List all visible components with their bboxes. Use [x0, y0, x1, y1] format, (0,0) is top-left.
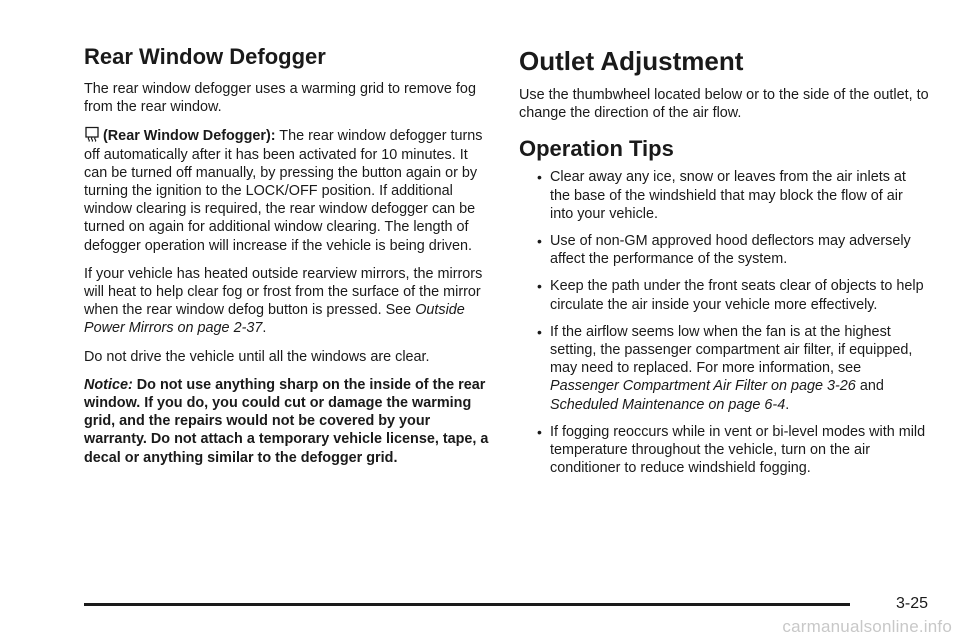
operation-tips-list: [519, 168, 929, 477]
left-column: [84, 44, 494, 477]
outlet-text: Use the thumbwheel located below or to the side of the outlet, to change the direction of the air flow.: [519, 87, 929, 122]
air-filter-reference: Passenger Compartment Air Filter on page 3-26: [550, 378, 856, 395]
tip-text: If fogging reoccurs while in vent or bi-level modes with mild temperature throughout the vehicle, turn on the air conditioner to reduce windshield fogging.: [550, 423, 926, 477]
defogger-label: (Rear Window Defogger):: [103, 128, 276, 145]
list-item: [519, 323, 929, 414]
defogger-description: [84, 126, 494, 254]
watermark: carmanualsonline.info: [782, 617, 952, 636]
notice-label: Notice:: [84, 376, 133, 393]
tip-end: .: [785, 396, 790, 413]
tip-text: Use of non-GM approved hood deflectors may adversely affect the performance of the system.: [550, 233, 911, 268]
list-item: [519, 277, 929, 313]
mirrors-reference: Outside Power Mirrors on page 2-37: [84, 302, 465, 337]
mirrors-end: .: [262, 320, 267, 337]
bullet: •: [537, 323, 542, 340]
right-column: [519, 44, 929, 486]
page-number: 3-25: [895, 595, 928, 612]
notice-text: Do not use anything sharp on the inside of the rear window. If you do, you could cut or damage the warming grid, and the repairs would not be covered by your warranty. Do not attach a temporary vehicle license, tape, a decal or anything similar to the defogger grid.: [84, 376, 489, 466]
maintenance-reference: Scheduled Maintenance on page 6-4: [550, 396, 786, 413]
heading-operation-tips: Operation Tips: [519, 136, 674, 162]
mirrors-paragraph: [84, 265, 494, 338]
list-item: [519, 232, 929, 268]
tip-text: Keep the path under the front seats clear of objects to help circulate the air inside your vehicle more effectively.: [550, 278, 924, 313]
tip-text: If the airflow seems low when the fan is at the highest setting, the passenger compartment air filter, if equipped, may need to replaced. For more information, see: [550, 323, 913, 377]
list-item: [519, 168, 929, 223]
bullet: •: [537, 169, 542, 186]
rear-defogger-icon: [84, 126, 100, 142]
defogger-intro: The rear window defogger uses a warming grid to remove fog from the rear window.: [84, 81, 476, 116]
heading-outlet-adjustment: Outlet Adjustment: [519, 46, 744, 76]
bullet: •: [537, 423, 542, 440]
tip-text: Clear away any ice, snow or leaves from the air inlets at the base of the windshield that may block the flow of air into your vehicle.: [550, 169, 906, 222]
mirrors-text: If your vehicle has heated outside rearview mirrors, the mirrors will heat to help clear fog or frost from the surface of the mirror when the rear window defog button is pressed. See: [84, 265, 483, 319]
defogger-text: The rear window defogger turns off automatically after it has been activated for 10 minutes. It can be turned off manually, by pressing the button again or by turning the ignition to the LOCK/OFF position. If additional window clearing is required, the rear window defogger can be turned on again for additional window clearing. The length of defogger operation will increase if the vehicle is being driven.: [84, 128, 483, 254]
tip-and: and: [855, 378, 884, 395]
drive-warning: Do not drive the vehicle until all the windows are clear.: [84, 348, 430, 365]
heading-rear-window-defogger: Rear Window Defogger: [84, 44, 326, 69]
bullet: •: [537, 278, 542, 295]
notice-paragraph: [84, 376, 494, 467]
footer-rule: [84, 603, 850, 606]
bullet: •: [537, 233, 542, 250]
list-item: [519, 423, 929, 478]
